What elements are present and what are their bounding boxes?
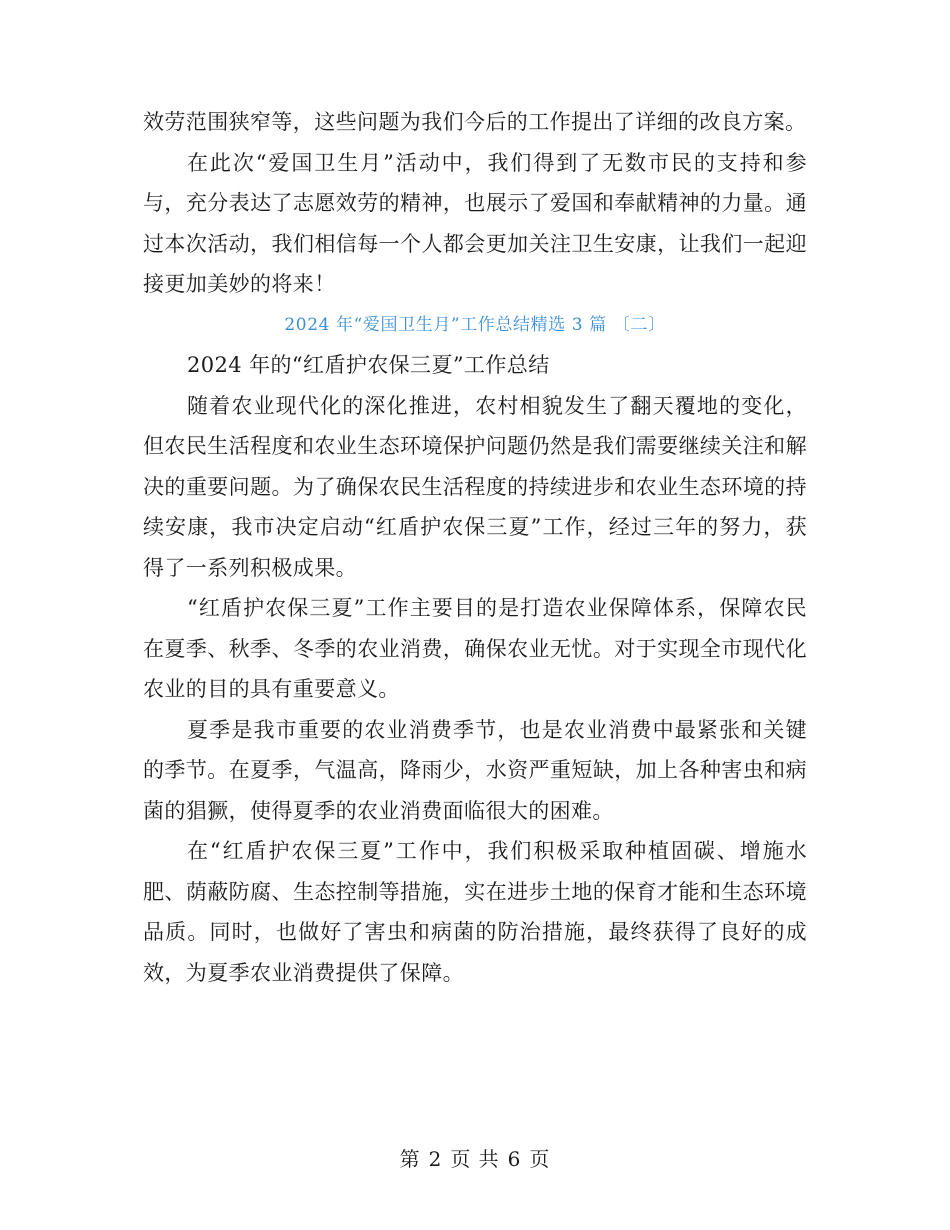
paragraph-measures: 在“红盾护农保三夏”工作中，我们积极采取种植固碳、增施水肥、荫蔽防腐、生态控制等措施，实在进步土地的保育才能和生态环境品质。同时，也做好了害虫和病菌的防治措施，最终获得了良好的成效，为夏季农业消费提供了保障。	[143, 839, 807, 985]
footer-middle: 页 共	[450, 1147, 500, 1171]
paragraph-conclusion: 在此次“爱国卫生月”活动中，我们得到了无数市民的支持和参与，充分表达了志愿效劳的精神，也展示了爱国和奉献精神的力量。通过本次活动，我们相信每一个人都会更加关注卫生安康，让我们一起迎接更加美妙的将来！	[143, 150, 807, 296]
paragraph-summer: 夏季是我市重要的农业消费季节，也是农业消费中最紧张和关键的季节。在夏季，气温高，降雨少，水资严重短缺，加上各种害虫和病菌的猖獗，使得夏季的农业消费面临很大的困难。	[143, 717, 807, 823]
document-body	[143, 102, 807, 993]
page-footer	[0, 1143, 950, 1172]
paragraph-purpose: “红盾护农保三夏”工作主要目的是打造农业保障体系，保障农民在夏季、秋季、冬季的农业消费，确保农业无忧。对于实现全市现代化农业的目的具有重要意义。	[143, 596, 807, 701]
section-heading: 2024 年“爱国卫生月”工作总结精选 3 篇 〔二〕	[284, 314, 666, 335]
footer-suffix: 页	[529, 1147, 551, 1171]
footer-prefix: 第	[399, 1147, 421, 1171]
paragraph-continuation: 效劳范围狭窄等，这些问题为我们今后的工作提出了详细的改良方案。	[143, 110, 807, 134]
footer-current-page: 2	[428, 1147, 443, 1171]
paragraph-intro: 随着农业现代化的深化推进，农村相貌发生了翻天覆地的变化，但农民生活程度和农业生态环境保护问题仍然是我们需要继续关注和解决的重要问题。为了确保农民生活程度的持续进步和农业生态环境的持续安康，我市决定启动“红盾护农保三夏”工作，经过三年的努力，获得了一系列积极成果。	[143, 393, 807, 580]
footer-total-pages: 6	[507, 1147, 522, 1171]
document-subtitle: 2024 年的“红盾护农保三夏”工作总结	[187, 353, 550, 377]
